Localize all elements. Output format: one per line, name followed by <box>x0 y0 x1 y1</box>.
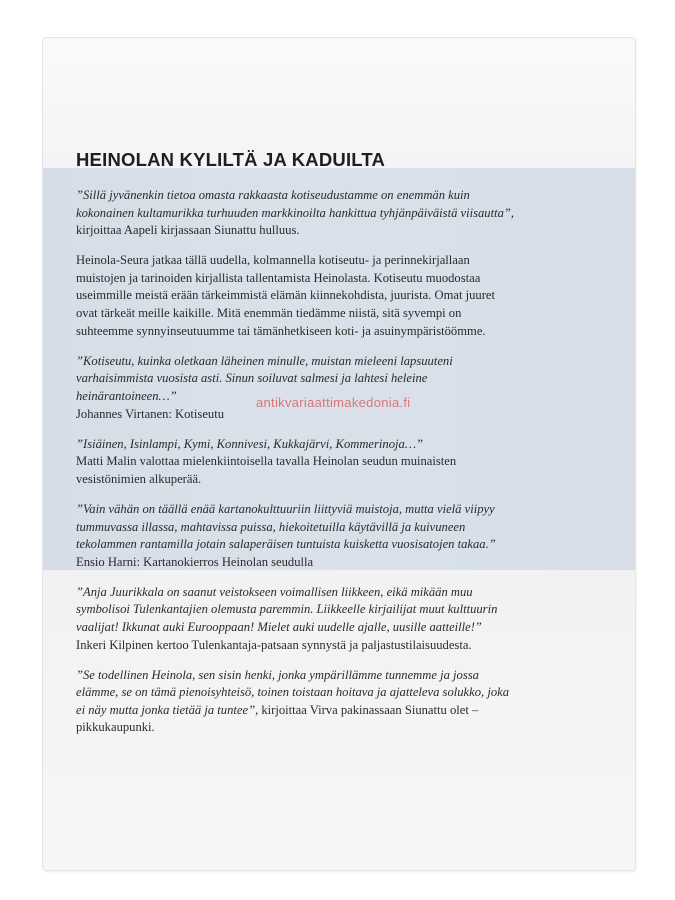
quote-kilpinen: ”Anja Juurikkala on saanut veistokseen voimallisen liikkeen, eikä mikään muu symbolisoi Tulenkantajien olemusta paremmin. Liikkeelle kirjailijat muut kulttuurin vaalijat! Ikkunat auki Eurooppaan! Mielet auki uudelle ajalle, uusille aatteille!” <box>76 584 498 634</box>
paragraph-malin <box>76 436 516 489</box>
quote-malin: ”Isiäinen, Isinlampi, Kymi, Konnivesi, Kukkajärvi, Kommerinoja…” <box>76 436 424 451</box>
attribution-kilpinen: Inkeri Kilpinen kertoo Tulenkantaja-patsaan synnystä ja paljastustilaisuudesta. <box>76 637 472 652</box>
back-cover-text <box>76 149 516 737</box>
paragraph-virva <box>76 667 516 737</box>
paragraph-aapeli <box>76 187 516 240</box>
attribution-harni: Ensio Harni: Kartanokierros Heinolan seudulla <box>76 554 314 569</box>
paragraph-kilpinen <box>76 584 516 654</box>
quote-harni: ”Vain vähän on täällä enää kartanokulttuuriin liittyviä muistoja, mutta vielä viipyy tummuvassa illassa, mahtavissa puissa, hiekoitetuilla käytävillä ja kuivuneen tekolammen rantamilla jotain salaperäisen tuntuista kuisketta vuosisatojen takaa.” <box>76 501 496 552</box>
text-aapeli: kirjoittaa Aapeli kirjassaan Siunattu hulluus. <box>76 223 300 238</box>
attribution-malin: Matti Malin valottaa mielenkiintoisella tavalla Heinolan seudun muinaisten vesistönimien alkuperää. <box>76 454 457 486</box>
text-virva: kirjoittaa Virva pakinassaan Siunattu olet – pikkukaupunki. <box>76 702 479 735</box>
attribution-virtanen: Johannes Virtanen: Kotiseutu <box>76 406 225 421</box>
quote-aapeli: ”Sillä jyvänenkin tietoa omasta rakkaasta kotiseudustamme on enemmän kuin kokonainen kultamurikka turhuuden markkinoilta hankittua tyhjänpäiväistä viisautta”, <box>76 188 515 220</box>
paragraph-virtanen <box>76 353 516 423</box>
paragraph-harni <box>76 501 516 571</box>
quote-virva: ”Se todellinen Heinola, sen sisin henki, jonka ympärillämme tunnemme ja jossa elämme, se on tämä pienoisyhteisö, toinen toistaan hoitava ja ajatteleva solukko, joka ei näy mutta jonka tietää ja tuntee”, <box>76 667 510 717</box>
book-title: HEINOLAN KYLILTÄ JA KADUILTA <box>76 149 386 170</box>
quote-virtanen: ”Kotiseutu, kuinka oletkaan läheinen minulle, muistan mieleeni lapsuuteni varhaisimmista vuosista asti. Sinun soiluvat salmesi ja lahtesi heleine heinärantoineen…” <box>76 353 453 403</box>
watermark-text: antikvariaattimakedonia.fi <box>256 395 411 410</box>
paragraph-intro: Heinola-Seura jatkaa tällä uudella, kolmannella kotiseutu- ja perinnekirjallaan muistojen ja tarinoiden kirjallista tallentamista Heinolasta. Kotiseutu muodostaa useimmille meistä erään tärkeimmistä elämän kiinnekohdista, juurista. Omat juuret ovat tärkeät meille kaikille. Mitä enemmän tiedämme niistä, sitä syvempi on suhteemme synnyinseutuumme tai tämänhetkiseen koti- ja asuinympäristöömme. <box>76 253 495 338</box>
